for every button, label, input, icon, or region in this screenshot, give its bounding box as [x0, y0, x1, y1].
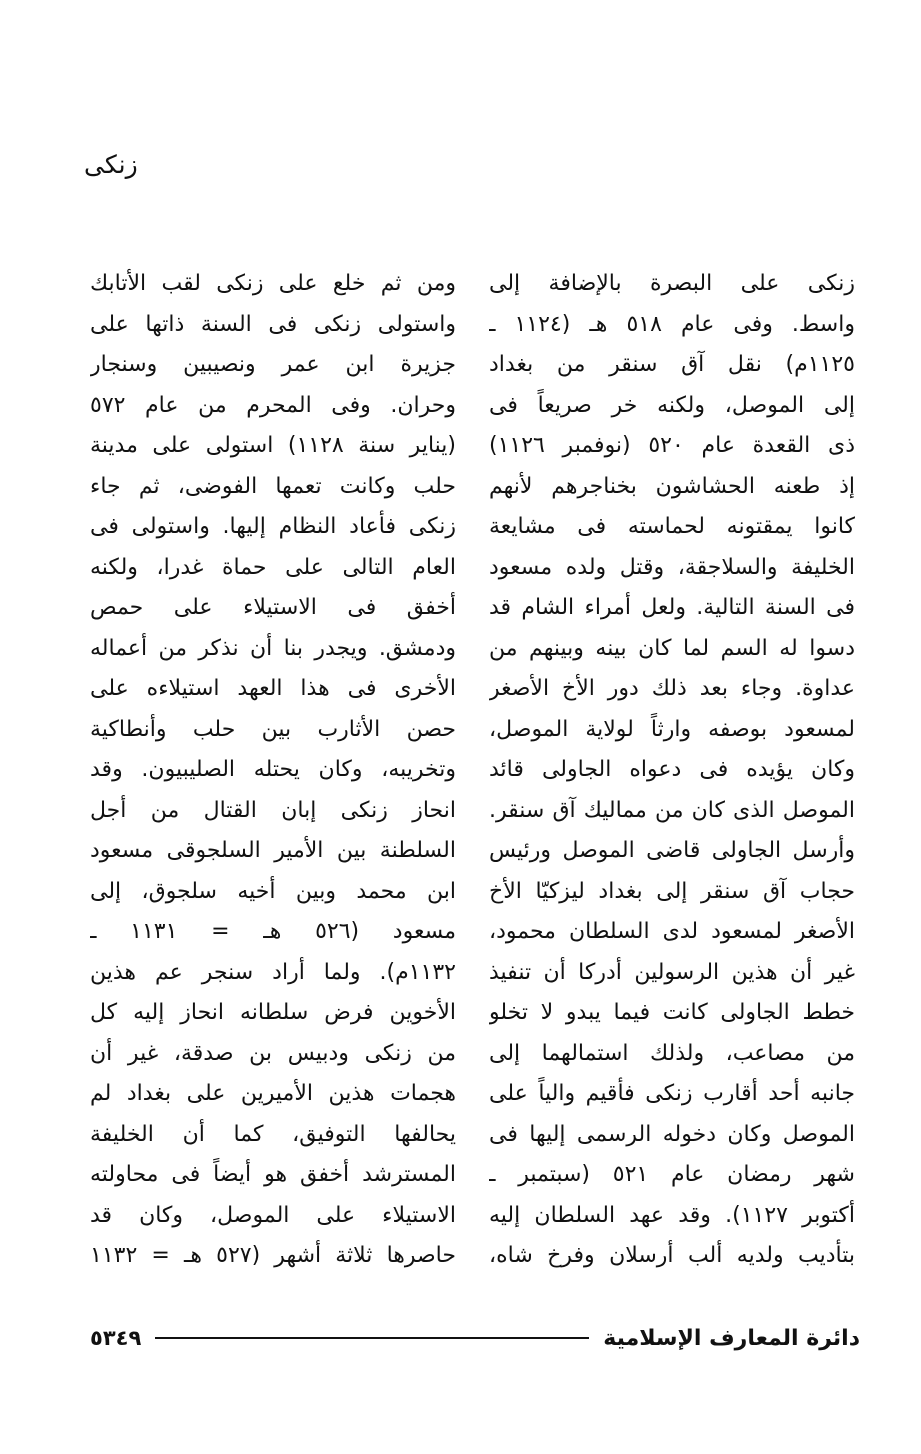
text-line: عداوة. وجاء بعد ذلك دور الأخ الأصغر	[489, 676, 855, 701]
text-line: (يناير سنة ١١٢٨) استولى على مدينة	[90, 433, 456, 458]
text-line: الأصغر لمسعود لدى السلطان محمود،	[489, 919, 855, 944]
text-line: مسعود (٥٢٦ هـ = ١١٣١ ـ	[90, 919, 456, 944]
text-line: ومن ثم خلع على زنكى لقب الأتابك	[90, 271, 456, 296]
text-line: المسترشد أخفق هو أيضاً فى محاولته	[90, 1162, 456, 1187]
text-line: ١١٢٥م) نقل آق سنقر من بغداد	[489, 352, 855, 377]
text-line: وكان يؤيده فى دعواه الجاولى قائد	[489, 757, 855, 782]
text-line: وحران. وفى المحرم من عام ٥٧٢	[90, 392, 456, 418]
text-line: إذ طعنه الحشاشون بخناجرهم لأنهم	[489, 473, 855, 499]
text-line: واسط. وفى عام ٥١٨ هـ (١١٢٤ ـ	[489, 311, 855, 337]
text-line: أكتوبر ١١٢٧). وقد عهد السلطان إليه	[489, 1202, 855, 1228]
text-line: الموصل الذى كان من مماليك آق سنقر.	[489, 797, 855, 823]
text-line: خطط الجاولى كانت فيما يبدو لا تخلو	[489, 1000, 855, 1025]
text-line: الأخرى فى هذا العهد استيلاءه على	[90, 676, 456, 701]
text-line: حصن الأثارب بين حلب وأنطاكية	[90, 716, 456, 742]
publication-title: دائرة المعارف الإسلامية	[603, 1325, 860, 1351]
text-line: أخفق فى الاستيلاء على حمص	[90, 595, 456, 620]
running-head: زنكى	[84, 150, 138, 179]
text-line: دسوا له السم لما كان بينه وبينهم من	[489, 635, 855, 661]
text-line: لمسعود بوصفه وارثاً لولاية الموصل،	[489, 716, 855, 742]
text-line: الموصل وكان دخوله الرسمى إليها فى	[489, 1121, 855, 1147]
text-line: ابن محمد وبين أخيه سلجوق، إلى	[90, 878, 456, 904]
text-line: انحاز زنكى إبان القتال من أجل	[90, 797, 456, 823]
text-line: فى السنة التالية. ولعل أمراء الشام قد	[489, 595, 855, 620]
page-footer	[90, 1322, 860, 1354]
text-line: الأخوين فرض سلطانه انحاز إليه كل	[90, 1000, 456, 1025]
text-line: يحالفها التوفيق، كما أن الخليفة	[90, 1121, 456, 1147]
text-line: الخليفة والسلاجقة، وقتل ولده مسعود	[489, 554, 855, 580]
text-line: جزيرة ابن عمر ونصيبين وسنجار	[90, 352, 456, 377]
text-line: واستولى زنكى فى السنة ذاتها على	[90, 311, 456, 337]
text-line: إلى الموصل، ولكنه خر صريعاً فى	[489, 392, 855, 418]
text-line: حلب وكانت تعمها الفوضى، ثم جاء	[90, 473, 456, 499]
text-line: جانبه أحد أقارب زنكى فأقيم والياً على	[489, 1081, 855, 1106]
page-number: ٥٣٤٩	[90, 1326, 142, 1350]
text-line: ودمشق. ويجدر بنا أن نذكر من أعماله	[90, 635, 456, 661]
text-line: وأرسل الجاولى قاضى الموصل ورئيس	[489, 838, 855, 863]
text-line: من زنكى ودبيس بن صدقة، غير أن	[90, 1040, 456, 1066]
right-text-column	[489, 264, 855, 1277]
footer-rule	[155, 1337, 589, 1339]
text-line: كانوا يمقتونه لحماسته فى مشايعة	[489, 514, 855, 539]
text-line: العام التالى على حماة غدرا، ولكنه	[90, 554, 456, 580]
text-line: حاصرها ثلاثة أشهر (٥٢٧ هـ = ١١٣٢	[90, 1243, 456, 1268]
text-line: زنكى فأعاد النظام إليها. واستولى فى	[90, 514, 456, 539]
text-line: وتخريبه، وكان يحتله الصليبيون. وقد	[90, 757, 456, 782]
text-line: حجاب آق سنقر إلى بغداد ليزكيّا الأخ	[489, 878, 855, 904]
text-line: زنكى على البصرة بالإضافة إلى	[489, 271, 855, 296]
left-text-column	[90, 264, 456, 1277]
text-line: السلطنة بين الأمير السلجوقى مسعود	[90, 838, 456, 863]
text-line: غير أن هذين الرسولين أدركا أن تنفيذ	[489, 959, 855, 985]
text-line: ١١٣٢م). ولما أراد سنجر عم هذين	[90, 959, 456, 985]
text-line: بتأديب ولديه ألب أرسلان وفرخ شاه،	[489, 1243, 855, 1268]
text-line: شهر رمضان عام ٥٢١ (سبتمبر ـ	[489, 1162, 855, 1187]
text-line: من مصاعب، ولذلك استمالهما إلى	[489, 1040, 855, 1066]
text-line: ذى القعدة عام ٥٢٠ (نوفمبر ١١٢٦)	[489, 433, 855, 458]
text-line: الاستيلاء على الموصل، وكان قد	[90, 1202, 456, 1228]
text-line: هجمات هذين الأميرين على بغداد لم	[90, 1081, 456, 1106]
